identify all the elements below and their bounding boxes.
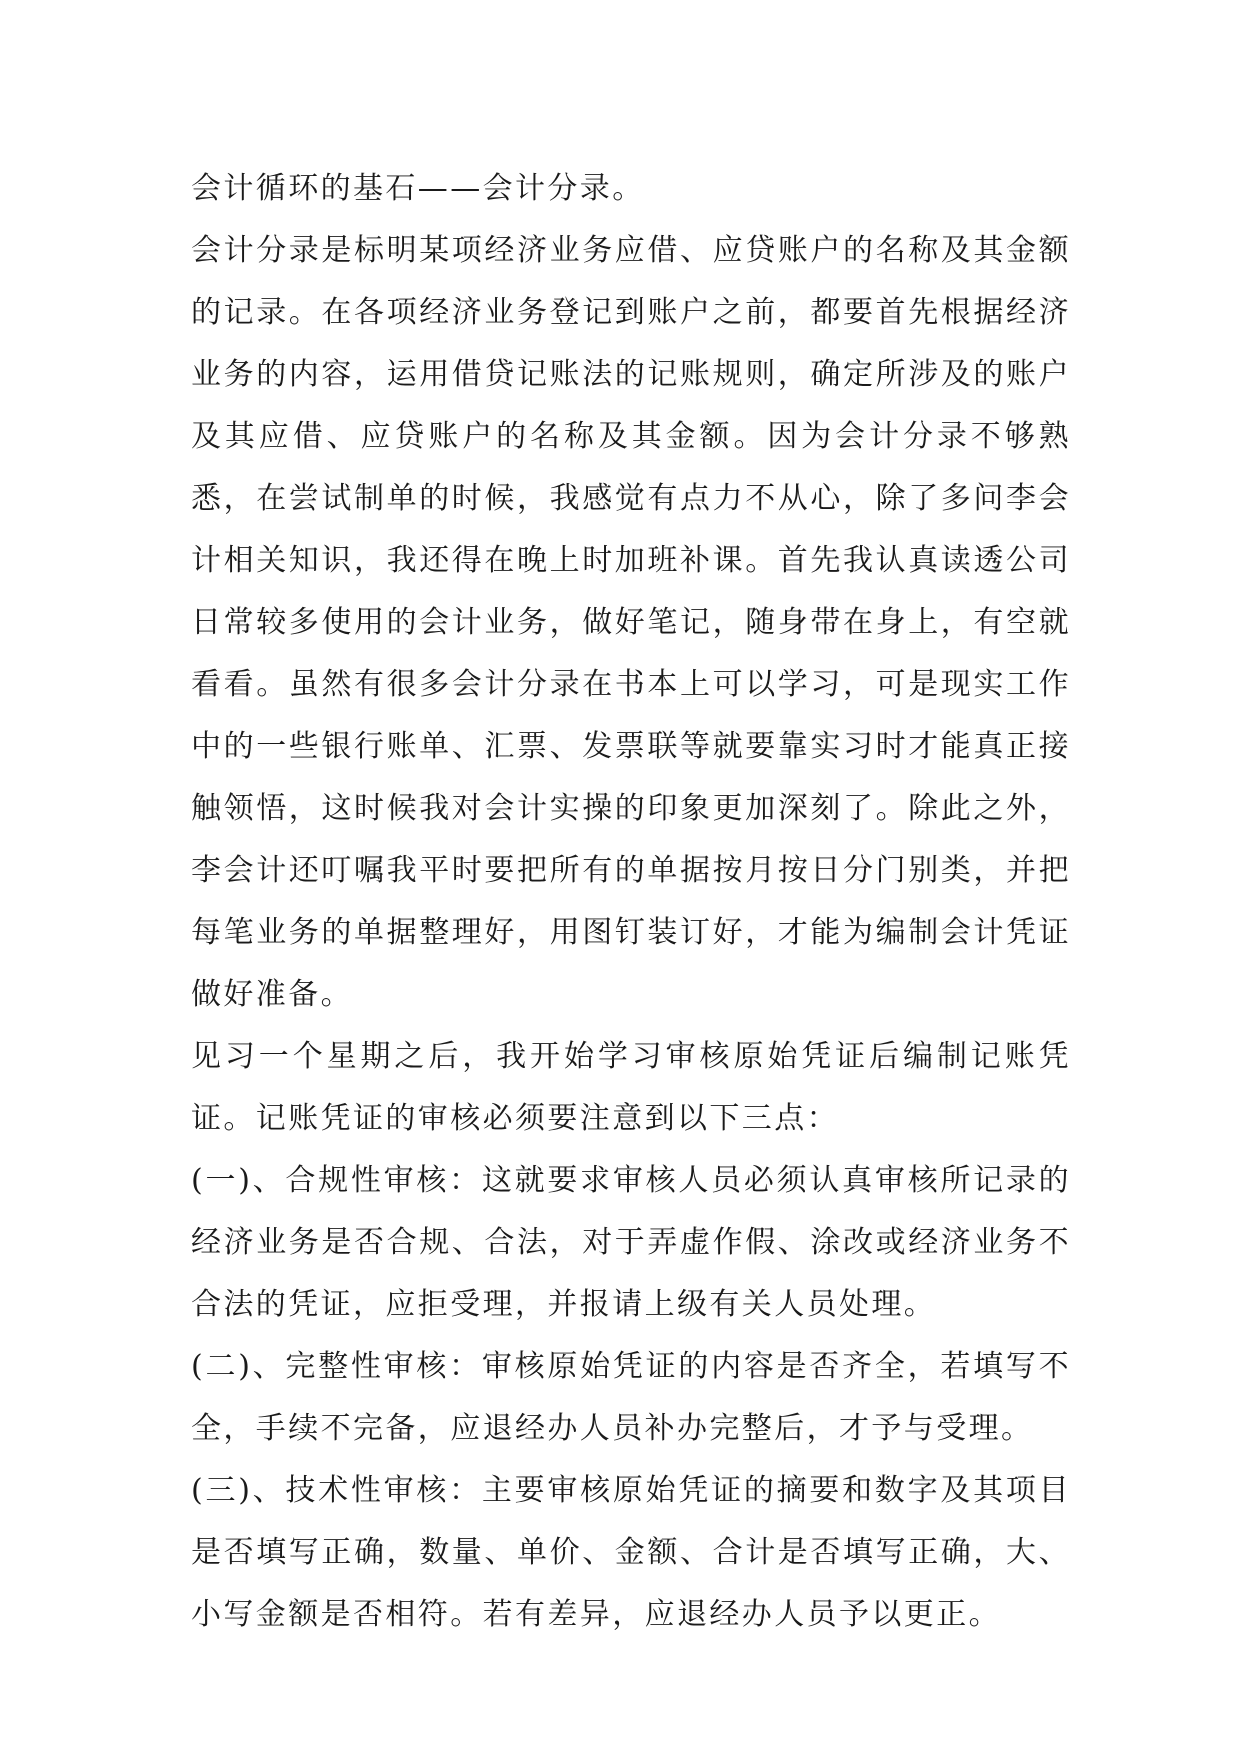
paragraph-title-line: 会计循环的基石——会计分录。	[191, 171, 645, 206]
paragraph-completeness-review: (二)、完整性审核：审核原始凭证的内容是否齐全，若填写不全，手续不完备，应退经办人员补办完整后，才予与受理。	[191, 1349, 1071, 1446]
paragraph-voucher-review-intro: 见习一个星期之后，我开始学习审核原始凭证后编制记账凭证。记账凭证的审核必须要注意到以下三点：	[191, 1039, 1071, 1136]
body-text	[191, 158, 1071, 1646]
paragraph-accounting-entries: 会计分录是标明某项经济业务应借、应贷账户的名称及其金额的记录。在各项经济业务登记到账户之前，都要首先根据经济业务的内容，运用借贷记账法的记账规则，确定所涉及的账户及其应借、应贷账户的名称及其金额。因为会计分录不够熟悉，在尝试制单的时候，我感觉有点力不从心，除了多问李会计相关知识，我还得在晚上时加班补课。首先我认真读透公司日常较多使用的会计业务，做好笔记，随身带在身上，有空就看看。虽然有很多会计分录在书本上可以学习，可是现实工作中的一些银行账单、汇票、发票联等就要靠实习时才能真正接触领悟，这时候我对会计实操的印象更加深刻了。除此之外，李会计还叮嘱我平时要把所有的单据按月按日分门别类，并把每笔业务的单据整理好，用图钉装订好，才能为编制会计凭证做好准备。	[191, 233, 1071, 1012]
paragraph-technical-review: (三)、技术性审核：主要审核原始凭证的摘要和数字及其项目是否填写正确，数量、单价、金额、合计是否填写正确，大、小写金额是否相符。若有差异，应退经办人员予以更正。	[191, 1473, 1071, 1632]
paragraph-compliance-review: (一)、合规性审核：这就要求审核人员必须认真审核所记录的经济业务是否合规、合法，对于弄虚作假、涂改或经济业务不合法的凭证，应拒受理，并报请上级有关人员处理。	[191, 1163, 1071, 1322]
